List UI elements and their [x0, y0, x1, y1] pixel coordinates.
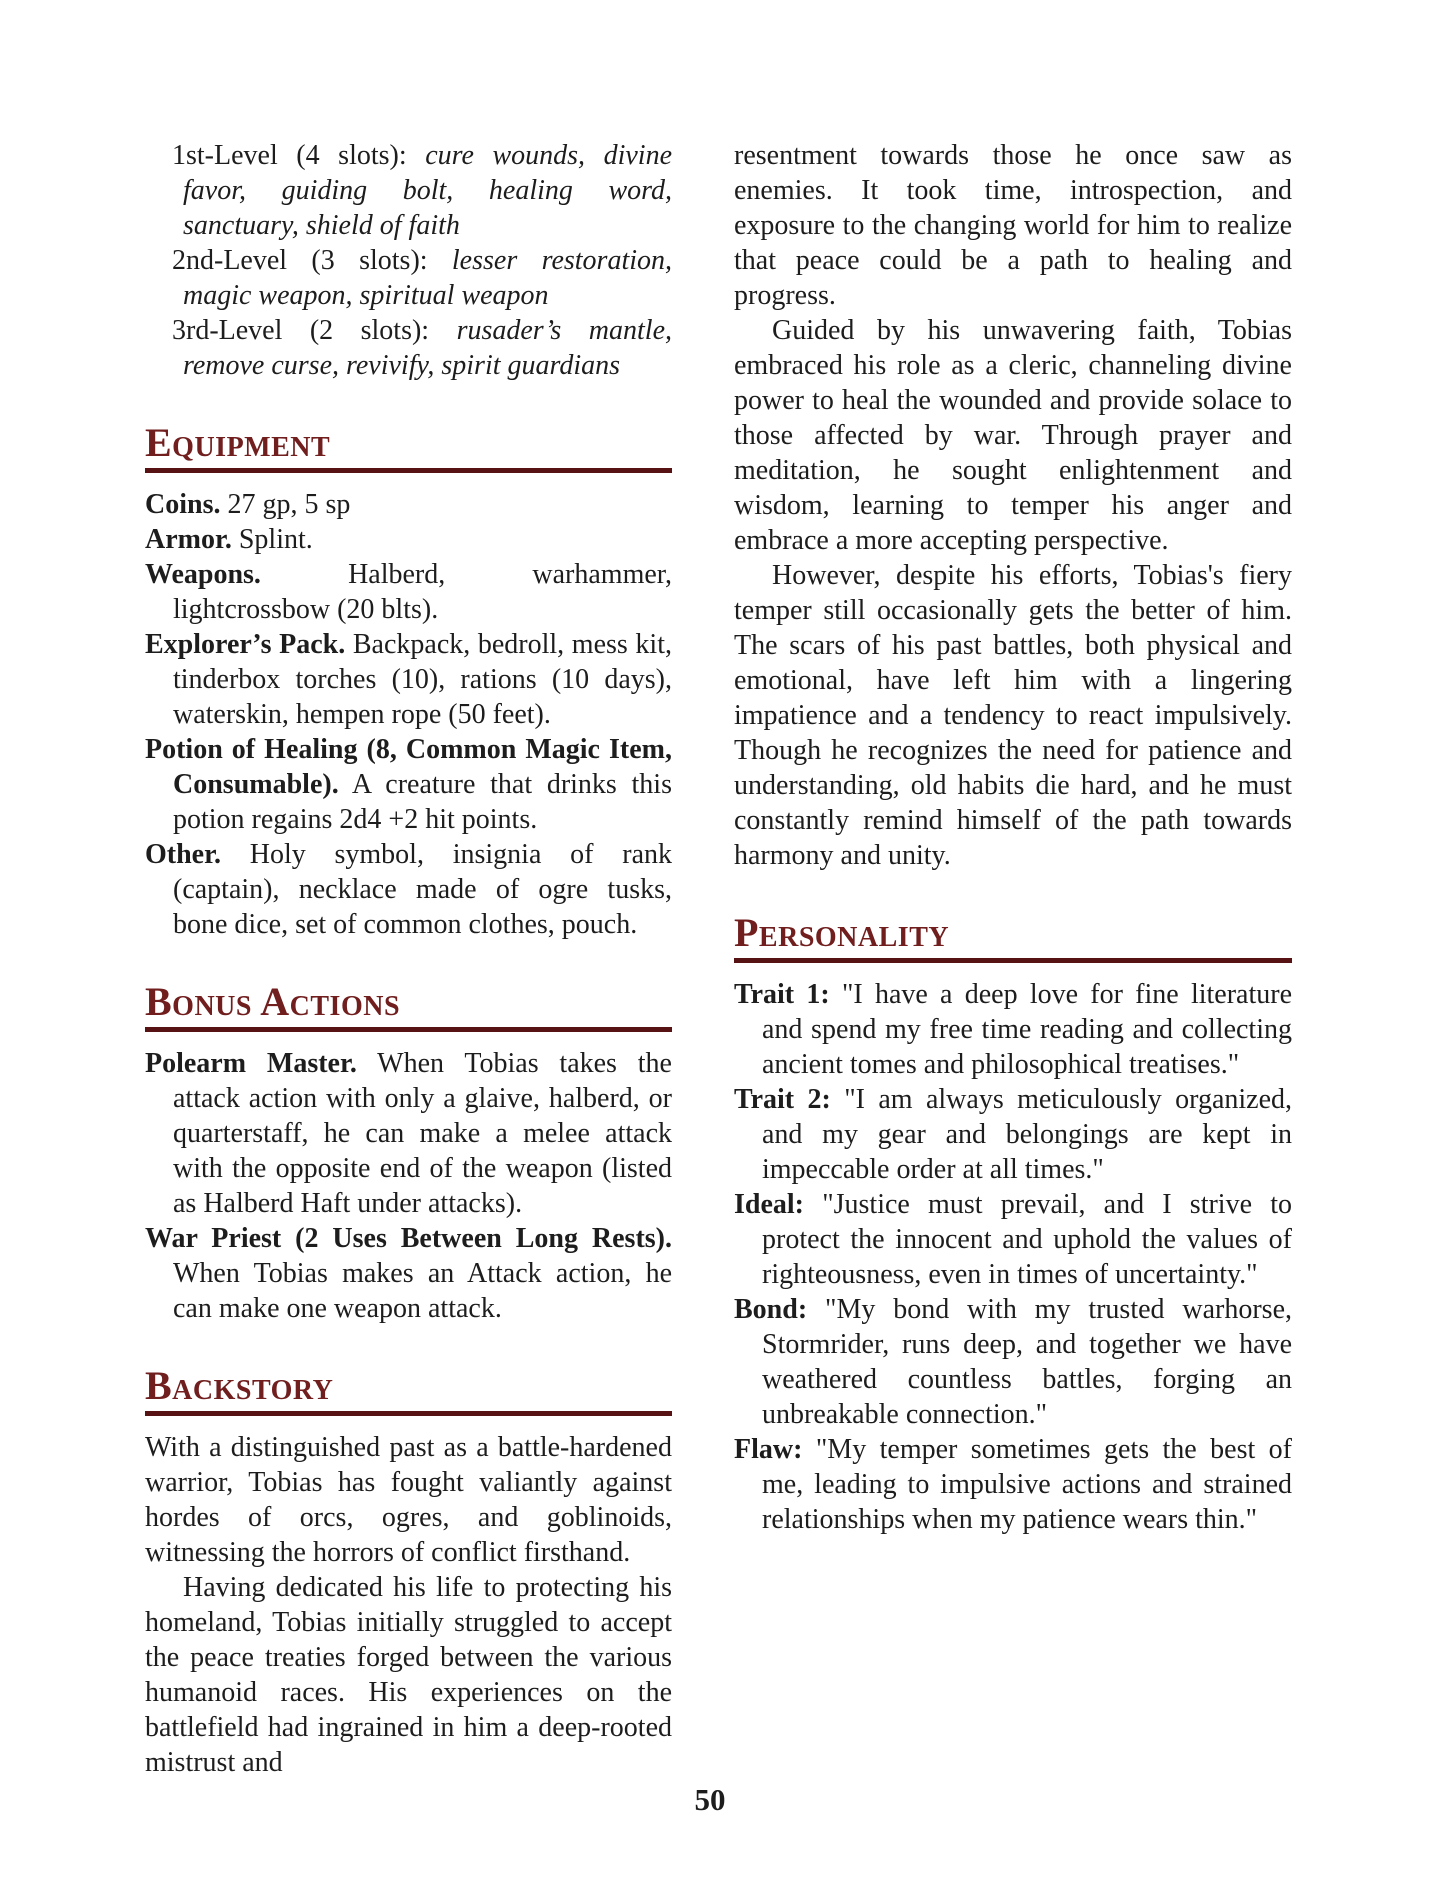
personality-heading: Personality: [734, 911, 1292, 963]
bonus-action-item: [145, 1046, 672, 1221]
spell-names: cure wounds, divine favor, guiding bolt, healing word, sanctuary, shield of faith: [183, 140, 672, 241]
equipment-item: [145, 732, 672, 837]
backstory-paragraph: Having dedicated his life to protecting his homeland, Tobias initially struggled to accept the peace treaties forged between the various humanoid races. His experiences on the battlefield had ingrained in him a deep-rooted mistrust and: [145, 1572, 672, 1778]
right-column: [734, 138, 1292, 1780]
item-label: Polearm Master.: [145, 1048, 357, 1079]
bonus-actions-section: [145, 980, 672, 1326]
item-label: Ideal:: [734, 1189, 804, 1220]
backstory-continued-paragraph: resentment towards those he once saw as enemies. It took time, introspection, and exposure to the changing world for him to realize that peace could be a path to healing and progress.: [734, 140, 1292, 311]
page-number: 50: [694, 1782, 726, 1817]
spell-level-label: 1st-Level (4 slots):: [172, 140, 426, 171]
personality-item: [734, 1292, 1292, 1432]
item-label: War Priest (2 Uses Between Long Rests).: [145, 1223, 672, 1254]
backstory-section: [145, 1364, 672, 1780]
item-text: Splint.: [238, 524, 313, 555]
item-label: Flaw:: [734, 1434, 803, 1465]
item-text: "My bond with my trusted warhorse, Stormrider, runs deep, and together we have weathered countless battles, forging an unbreakable connection.": [762, 1294, 1292, 1430]
bonus-action-item: [145, 1221, 672, 1326]
backstory-heading: Backstory: [145, 1364, 672, 1416]
item-label: Explorer’s Pack.: [145, 629, 346, 660]
item-label: Trait 2:: [734, 1084, 831, 1115]
equipment-heading: Equipment: [145, 421, 672, 473]
item-label: Other.: [145, 839, 221, 870]
personality-item: [734, 977, 1292, 1082]
spell-names: lesser restoration, magic weapon, spiritual weapon: [183, 245, 672, 311]
personality-item: [734, 1187, 1292, 1292]
equipment-item: [145, 522, 672, 557]
item-label: Armor.: [145, 524, 232, 555]
item-text: 27 gp, 5 sp: [227, 489, 351, 520]
item-label: Weapons.: [145, 559, 261, 590]
equipment-item: [145, 487, 672, 522]
item-text: Halberd, warhammer, lightcrossbow (20 blts).: [173, 559, 672, 625]
item-label: Trait 1:: [734, 979, 830, 1010]
spell-slot-item: [172, 243, 672, 313]
item-text: When Tobias makes an Attack action, he can make one weapon attack.: [173, 1258, 672, 1324]
bonus-actions-heading: Bonus Actions: [145, 980, 672, 1032]
spell-level-label: 2nd-Level (3 slots):: [172, 245, 452, 276]
personality-item: [734, 1082, 1292, 1187]
equipment-item: [145, 557, 672, 627]
item-label: Potion of Healing (8, Common Magic Item, Consumable).: [145, 734, 672, 800]
backstory-continued-paragraph: However, despite his efforts, Tobias's fiery temper still occasionally gets the better of him. The scars of his past battles, both physical and emotional, have left him with a lingering impatience and a tendency to react impulsively. Though he recognizes the need for patience and understanding, old habits die hard, and he must constantly remind himself of the path towards harmony and unity.: [734, 560, 1292, 871]
item-text: "I am always meticulously organized, and my gear and belongings are kept in impeccable order at all times.": [762, 1084, 1293, 1185]
spell-slots-list: [172, 138, 672, 383]
spell-slot-item: [172, 138, 672, 243]
item-text: "Justice must prevail, and I strive to protect the innocent and uphold the values of righteousness, even in times of uncertainty.": [762, 1189, 1292, 1290]
personality-section: [734, 911, 1292, 1537]
left-column: [145, 138, 672, 1780]
spell-slot-item: [172, 313, 672, 383]
equipment-section: [145, 421, 672, 942]
backstory-continued-paragraph: Guided by his unwavering faith, Tobias embraced his role as a cleric, channeling divine power to heal the wounded and provide solace to those affected by war. Through prayer and meditation, he sought enlightenment and wisdom, learning to temper his anger and embrace a more accepting perspective.: [734, 315, 1292, 556]
equipment-item: [145, 627, 672, 732]
item-label: Coins.: [145, 489, 221, 520]
item-text: A creature that drinks this potion regains 2d4 +2 hit points.: [173, 769, 672, 835]
item-text: When Tobias takes the attack action with only a glaive, halberd, or quarterstaff, he can make a melee attack with the opposite end of the weapon (listed as Halberd Haft under attacks).: [173, 1048, 672, 1219]
spell-names: rusader’s mantle, remove curse, revivify, spirit guardians: [183, 315, 672, 381]
item-label: Bond:: [734, 1294, 808, 1325]
item-text: Holy symbol, insignia of rank (captain), necklace made of ogre tusks, bone dice, set of common clothes, pouch.: [173, 839, 672, 940]
item-text: "My temper sometimes gets the best of me, leading to impulsive actions and strained relationships when my patience wears thin.": [762, 1434, 1293, 1535]
personality-item: [734, 1432, 1292, 1537]
item-text: Backpack, bedroll, mess kit, tinderbox torches (10), rations (10 days), waterskin, hempen rope (50 feet).: [173, 629, 672, 730]
spell-level-label: 3rd-Level (2 slots):: [172, 315, 457, 346]
item-text: "I have a deep love for fine literature and spend my free time reading and collecting ancient tomes and philosophical treatises.": [762, 979, 1293, 1080]
page-content: [145, 138, 1292, 1780]
backstory-paragraph: With a distinguished past as a battle-hardened warrior, Tobias has fought valiantly against hordes of orcs, ogres, and goblinoids, witnessing the horrors of conflict firsthand.: [145, 1432, 672, 1568]
equipment-item: [145, 837, 672, 942]
